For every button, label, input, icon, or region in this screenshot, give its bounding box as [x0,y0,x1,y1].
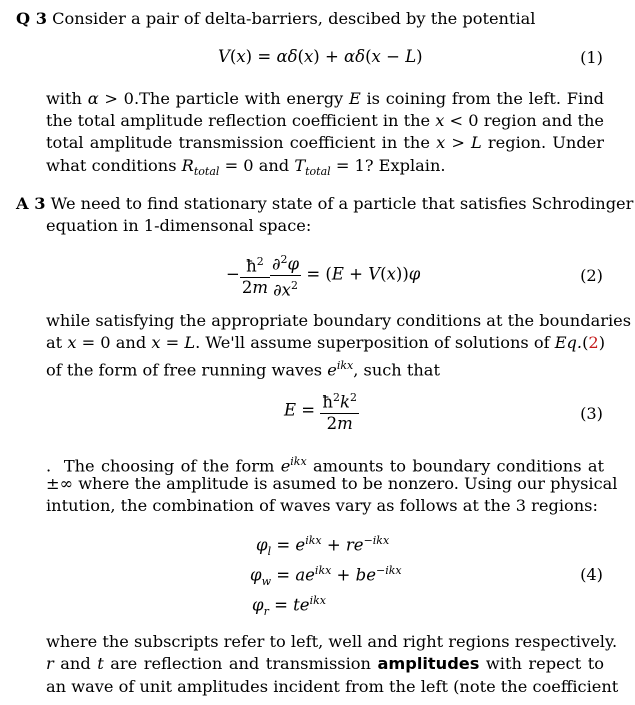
eq2-number: (2) [580,266,603,285]
a3-line-8: intution, the combination of waves vary as follows at the 3 regions: [46,496,598,515]
q3-line-2: with α > 0.The particle with energy E is coining from the left. Find [46,89,604,108]
a3-line-7: ±∞ where the amplitude is asumed to be nonzero. Using our physical [46,474,618,493]
a3-line-1-text: We need to find stationary state of a particle that satisfies Schrodinger [50,194,634,213]
a3-tag: A 3 [16,194,46,213]
q3-line-1-text: Consider a pair of delta-barriers, descibed by the potential [52,9,536,28]
equation-4a: $\varphi_l = e^{ikx} + re^{-ikx}$ [256,534,390,558]
q3-line-1 [16,8,604,30]
equation-2: − $\frac{ħ^2}{2m}$ $\frac{\partial^2\varphi}{\partial x^2}$ = (E + V(x))φ [226,250,420,300]
equation-4b: $\varphi_w = ae^{ikx} + be^{-ikx}$ [250,564,402,588]
q3-line-4: total amplitude transmission coefficient in the x > L region. Under [46,133,604,152]
equation-4c: $\varphi_r = te^{ikx}$ [252,594,326,618]
eq4-number: (4) [580,565,603,584]
eq1-number: (1) [580,48,603,67]
a3-line-5: of the form of free running waves $e^{ikx}$, such that [46,359,440,380]
eq3-number: (3) [580,404,603,423]
a3-line-9: where the subscripts refer to left, well and right regions respectively. [46,632,618,651]
a3-line-2: equation in 1-dimensonal space: [46,216,312,235]
a3-line-3: while satisfying the appropriate boundary conditions at the boundaries [46,311,632,330]
a3-line-11: an wave of unit amplitudes incident from the left (note the coefficient [46,677,619,696]
q3-line-5: what conditions $R_{total} = 0$ and $T_{total} = 1$? Explain. [46,156,446,179]
a3-line-1 [16,193,634,215]
a3-line-6: . The choosing of the form $e^{ikx}$ amounts to boundary conditions at [46,455,604,476]
equation-1: V(x) = αδ(x) + αδ(x − L) [218,47,423,66]
q3-line-3: the total amplitude reflection coefficient in the x < 0 region and the [46,111,604,130]
q3-tag: Q 3 [16,9,47,28]
a3-line-4: at x = 0 and x = L. We'll assume superposition of solutions of Eq.(2) [46,333,606,352]
a3-line-10: r and t are reflection and transmission amplitudes with repect to [46,654,604,673]
equation-3: E = $\frac{ħ^2k^2}{2m}$ [284,388,359,434]
